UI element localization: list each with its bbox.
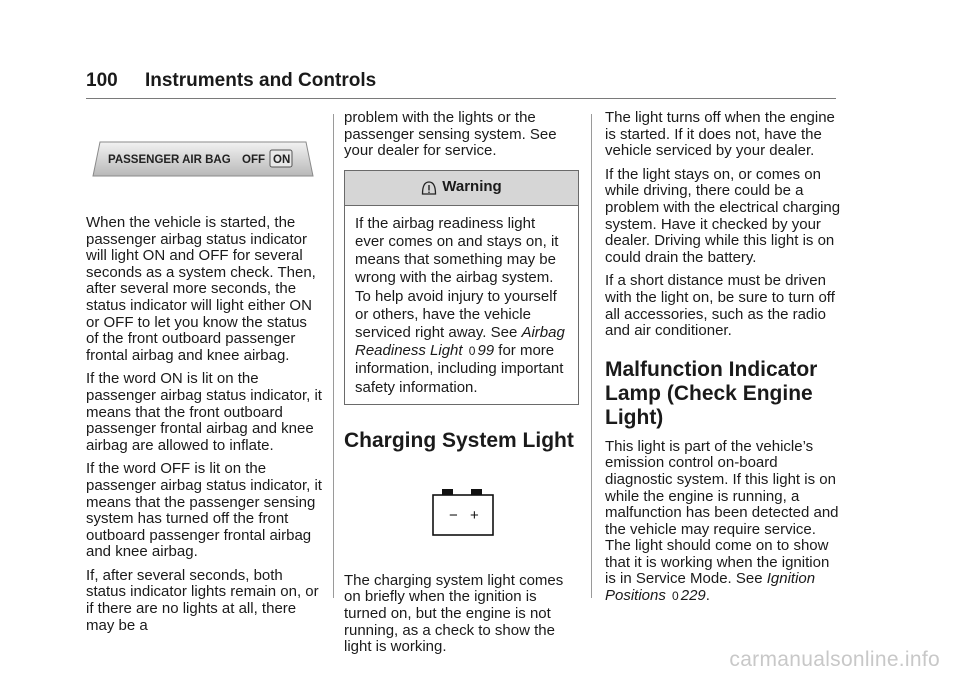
col1-paragraph-4: If, after several seconds, both status indicator lights remain on, or if there are no lights at all, there may be a — [86, 566, 319, 634]
warning-box — [344, 170, 579, 405]
header-rule — [86, 98, 836, 99]
col2-paragraph-1: problem with the lights or the passenger sensing system. See your dealer for service. — [344, 109, 557, 160]
column-1 — [86, 215, 322, 641]
battery-plus-label: + — [470, 506, 479, 524]
col3-paragraph-1: The light turns off when the engine is started. If it does not, have the vehicle serviced by your dealer. — [605, 109, 835, 160]
page-reference-arrow-icon: 0 — [468, 344, 476, 359]
watermark: carmanualsonline.info — [729, 648, 940, 671]
column-divider-1 — [333, 114, 334, 598]
col1-paragraph-2: If the word ON is lit on the passenger airbag status indicator, it means that the front outboard passenger frontal airbag and knee airbag are allowed to inflate. — [86, 370, 322, 454]
page-number: 100 — [86, 70, 118, 91]
col3-paragraph-3: If a short distance must be driven with the light on, be sure to turn off all accessories, such as the radio and air conditioner. — [605, 272, 835, 340]
col2-paragraph-2: The charging system light comes on briefly when the ignition is turned on, but the engine is not running, as a check to show the light is working. — [344, 571, 564, 656]
passenger-airbag-indicator-icon — [92, 141, 314, 177]
warning-body — [345, 206, 578, 404]
column-2 — [344, 110, 579, 663]
col1-paragraph-3: If the word OFF is lit on the passenger airbag status indicator, it means that the passenger sensing system has turned off the front outboard passenger frontal airbag and knee airbag. — [86, 460, 322, 561]
col3-paragraph-2: If the light stays on, or comes on while driving, there could be a problem with the electrical charging system. Have it checked by your dealer. Driving while this light is on could drain the battery. — [605, 165, 841, 266]
warning-icon — [421, 180, 437, 196]
column-divider-2 — [591, 114, 592, 598]
warning-title: Warning — [442, 178, 502, 196]
col3-paragraph-4-text: This light is part of the vehicle’s emission control on-board diagnostic system. If this light is on while the engine is running, a malfunction has been detected and the vehicle may require service. The light should come on to show that it is working when the ignition is in Service Mode. See — [605, 437, 839, 588]
col1-paragraph-1: When the vehicle is started, the passenger airbag status indicator will light ON and OFF for several seconds as a system check. Then, after several more seconds, the status indicator will light either ON or OFF to let you know the status of the front outboard passenger frontal airbag and knee airbag. — [86, 214, 316, 364]
warning-reference-link[interactable]: Airbag Readiness Light — [355, 324, 565, 360]
page-reference-arrow-icon: 0 — [672, 589, 679, 604]
col3-paragraph-4 — [605, 439, 841, 605]
warning-reference-page[interactable]: 99 — [477, 342, 495, 360]
ignition-positions-link[interactable]: Ignition Positions — [605, 570, 816, 605]
battery-icon — [432, 489, 496, 537]
charging-system-heading: Charging System Light — [344, 428, 574, 452]
airbag-on-label: ON — [273, 154, 291, 166]
warning-header — [345, 171, 578, 206]
battery-minus-label: − — [449, 506, 458, 524]
airbag-label: PASSENGER AIR BAG — [108, 154, 231, 166]
warning-text-end: for more information, including important safety information. — [355, 342, 564, 396]
col3-paragraph-4-end: . — [705, 587, 710, 605]
column-3 — [605, 110, 841, 612]
warning-text: If the airbag readiness light ever comes on and stays on, it means that something may be wrong with the airbag system. To help avoid injury to yourself or others, have the vehicle serviced right away. See — [355, 214, 559, 341]
section-title: Instruments and Controls — [144, 70, 377, 91]
airbag-off-label: OFF — [242, 154, 265, 166]
ignition-positions-page[interactable]: 229 — [680, 587, 706, 605]
page-header — [86, 70, 376, 92]
malfunction-indicator-heading: Malfunction Indicator Lamp (Check Engine Light) — [605, 357, 818, 429]
